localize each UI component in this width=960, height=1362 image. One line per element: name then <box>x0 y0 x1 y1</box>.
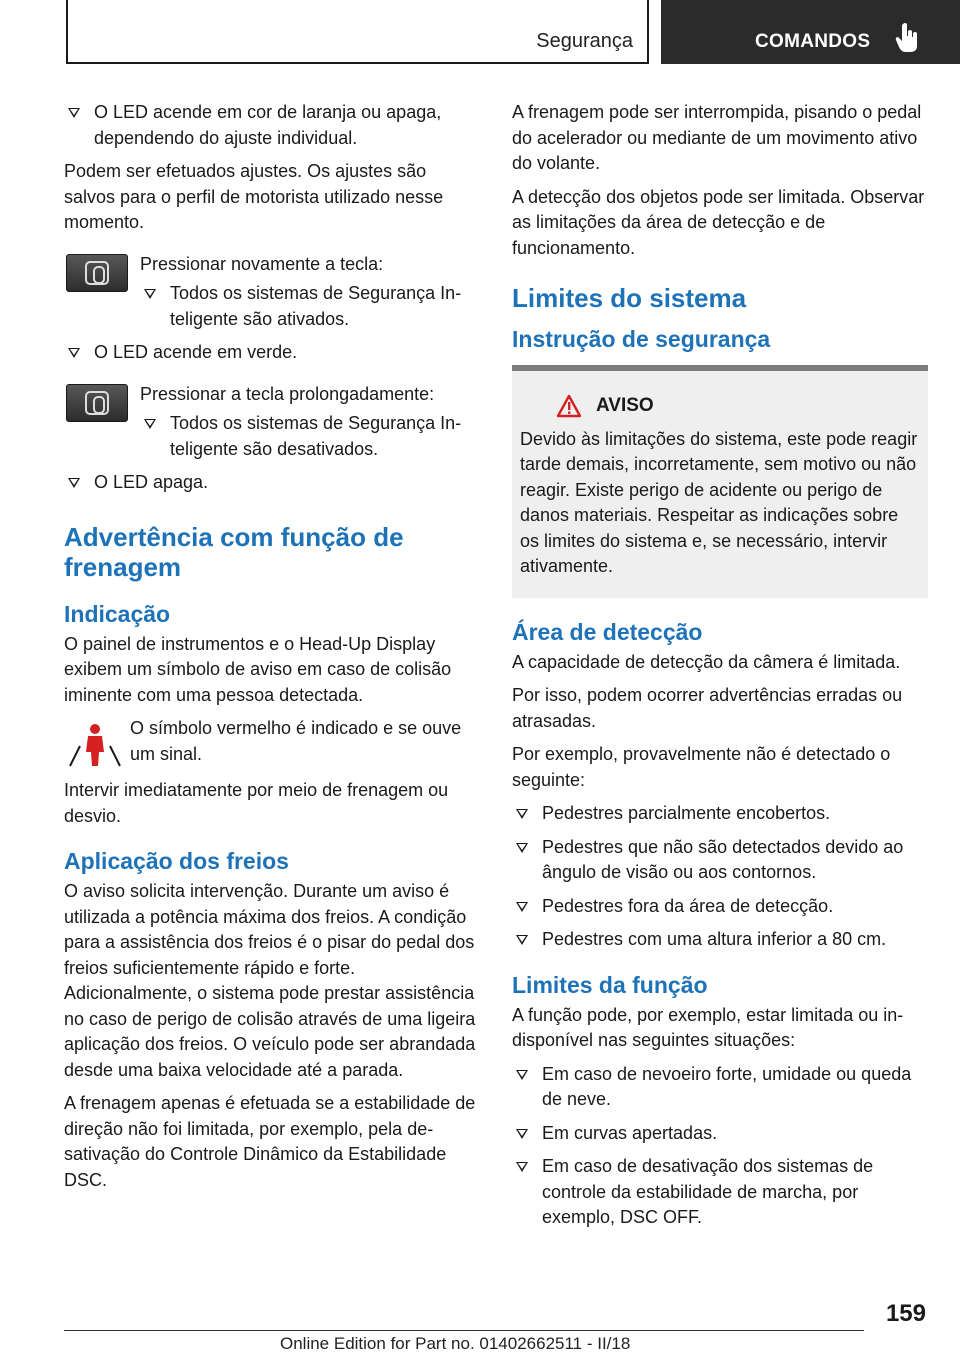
subsection-heading: Instrução de segurança <box>512 326 771 352</box>
subsection-heading: Indicação <box>64 600 171 627</box>
left-column <box>64 100 480 1201</box>
bullet-triangle-icon <box>68 348 80 358</box>
header-section-title: Segurança <box>536 30 633 52</box>
bullet-triangle-icon <box>516 1162 528 1172</box>
pedestrian-symbol-text: O símbolo vermelho é indicado e se ouve um sinal. <box>130 718 462 764</box>
intelligent-safety-button-icon <box>66 254 128 292</box>
warning-text: Devido às limitações do sistema, este pode reagir tarde demais, incorretamente, sem motivo ou não reagir. Existe perigo de acidente ou perigo de danos materiais. Respeitar as indicações sobre os limites do sistema e, se necessário, intervir ativamente. <box>520 428 918 576</box>
header-chapter-label: COMANDOS <box>755 31 871 52</box>
paragraph: Podem ser efetuados ajustes. Os ajustes são salvos para o perfil de motorista utilizado nesse momento. <box>64 161 444 232</box>
bullet-triangle-icon <box>144 419 156 429</box>
paragraph: A capacidade de detecção da câmera é limitada. <box>512 651 901 672</box>
paragraph: O painel de instrumentos e o Head-Up Display exibem um símbolo de aviso em caso de colisão iminente com uma pessoa detectada. <box>64 633 452 705</box>
instruction-text: Pressionar a tecla prolongadamente: <box>140 383 435 404</box>
button-instruction <box>64 382 480 463</box>
list-item: Todos os sistemas de Segurança Inteligente são desativados. <box>140 411 480 462</box>
header-chapter-tab <box>661 0 960 64</box>
list-item: O LED acende em verde. <box>64 340 480 366</box>
list-item: Pedestres parcialmente encobertos. <box>512 801 928 827</box>
list-item: O LED acende em cor de laranja ou apaga, dependendo do ajuste individual. <box>64 100 480 151</box>
section-heading: Limites do sistema <box>512 283 747 313</box>
bullet-triangle-icon <box>516 1070 528 1080</box>
warning-box <box>512 365 928 598</box>
paragraph: Por exemplo, provavelmente não é detectado o seguinte: <box>512 744 891 790</box>
bullet-triangle-icon <box>144 289 156 299</box>
warning-title: AVISO <box>596 395 654 416</box>
list-item: Pedestres com uma altura inferior a 80 cm. <box>512 927 928 953</box>
list-item: O LED apaga. <box>64 470 480 496</box>
pedestrian-symbol-row <box>64 716 480 770</box>
paragraph: A frenagem apenas é efetuada se a estabilidade de direção não foi limitada, por exemplo, pela desativação do Controle Dinâmico da Estabilidade DSC. <box>64 1093 476 1190</box>
footer-rule <box>64 1330 864 1331</box>
instruction-text: Pressionar novamente a tecla: <box>140 253 384 274</box>
list-item: Em curvas apertadas. <box>512 1121 928 1147</box>
paragraph: Intervir imediatamente por meio de frenagem ou desvio. <box>64 780 449 826</box>
footer-edition: Online Edition for Part no. 01402662511 - II/18 <box>280 1334 631 1353</box>
button-instruction <box>64 252 480 333</box>
hand-pointer-icon <box>895 22 921 54</box>
paragraph: O aviso solicita intervenção. Durante um aviso é utilizada a potência máxima dos freios. A condição para a assistência dos freios é o pisar do pedal dos freios suficientemente rápido e forte. Adicionalmente, o sistema pode prestar assistência no caso de perigo de colisão através de uma ligeira aplicação dos freios. O veículo pode ser abrandada desde uma baixa velocidade até a parada. <box>64 881 476 1080</box>
header-section-box <box>66 0 649 64</box>
list-item: Em caso de nevoeiro forte, umidade ou queda de neve. <box>512 1062 928 1113</box>
section-heading: Advertência com função de frenagem <box>64 521 404 582</box>
pedestrian-warning-icon <box>68 722 122 768</box>
subsection-heading: Limites da função <box>512 971 708 998</box>
bullet-triangle-icon <box>68 478 80 488</box>
bullet-triangle-icon <box>516 809 528 819</box>
page-number: 159 <box>885 1300 926 1327</box>
bullet-triangle-icon <box>516 902 528 912</box>
paragraph: A detecção dos objetos pode ser limitada. Observar as limitações da área de detecção e de funcionamento. <box>512 186 925 258</box>
subsection-heading: Aplicação dos freios <box>64 848 289 874</box>
list-item: Pedestres que não são detectados devido ao ângulo de visão ou aos contornos. <box>512 835 928 886</box>
intelligent-safety-button-icon <box>66 384 128 422</box>
bullet-triangle-icon <box>516 843 528 853</box>
list-item: Em caso de desativação dos sistemas de controle da estabilidade de marcha, por exemplo, DSC OFF. <box>512 1154 928 1231</box>
paragraph: A função pode, por exemplo, estar limitada ou indisponível nas seguintes situações: <box>512 1004 904 1050</box>
paragraph: Por isso, podem ocorrer advertências erradas ou atrasadas. <box>512 685 903 731</box>
list-item: Pedestres fora da área de detecção. <box>512 894 928 920</box>
bullet-triangle-icon <box>516 935 528 945</box>
bullet-triangle-icon <box>68 108 80 118</box>
list-item: Todos os sistemas de Segurança Inteligente são ativados. <box>140 281 480 332</box>
subsection-heading: Área de detecção <box>512 618 703 645</box>
warning-triangle-icon <box>556 394 582 418</box>
paragraph: A frenagem pode ser interrompida, pisando o pedal do acelerador ou mediante de um movimento ativo do volante. <box>512 102 922 173</box>
right-column <box>512 100 928 1239</box>
bullet-triangle-icon <box>516 1129 528 1139</box>
